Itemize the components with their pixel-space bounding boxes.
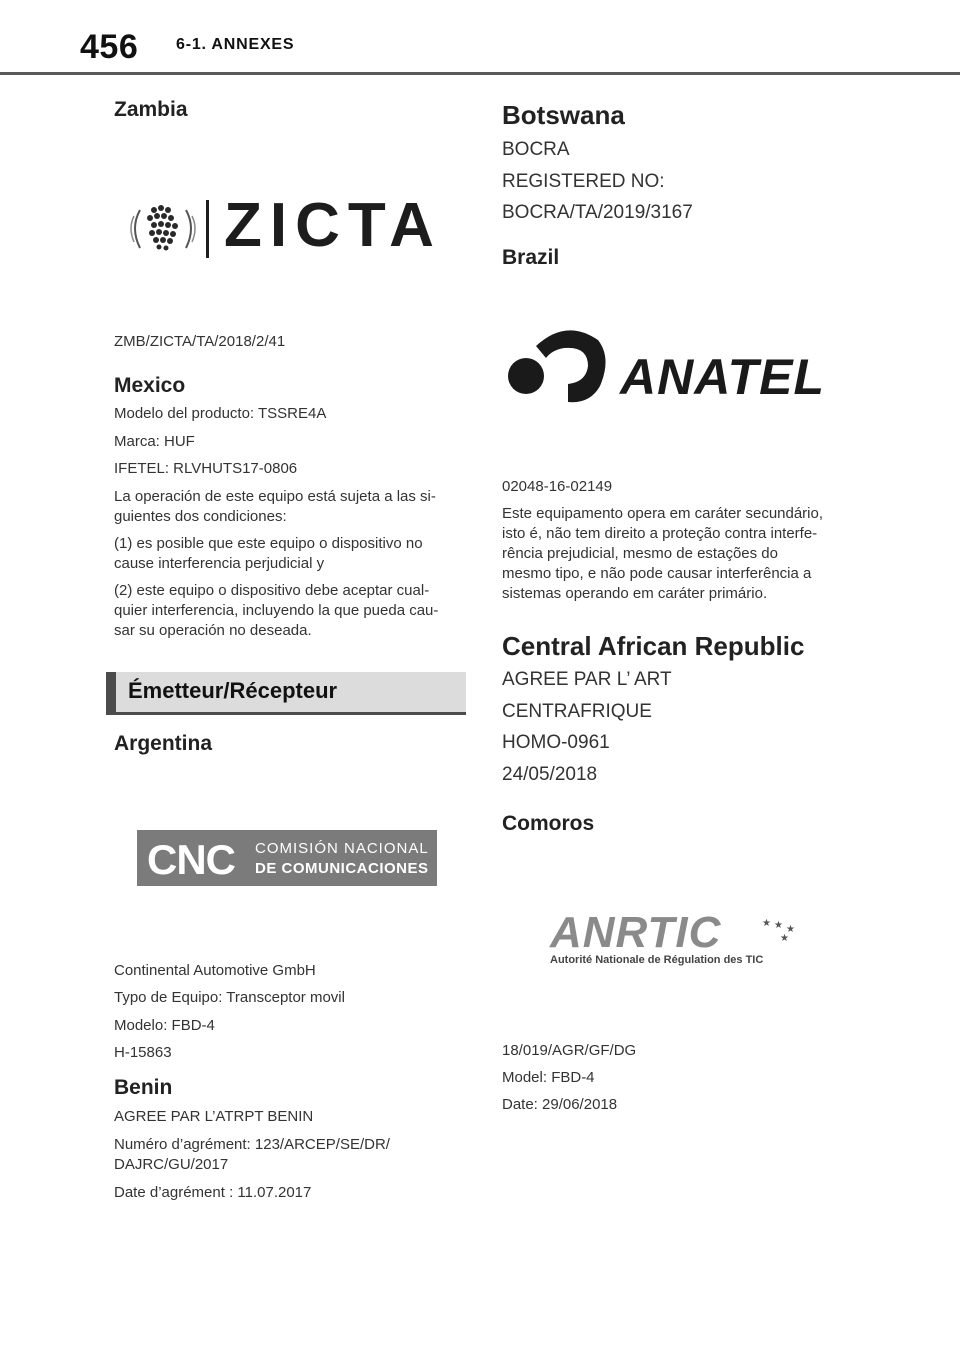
zicta-logo: ZICTA xyxy=(224,191,442,260)
header-divider xyxy=(0,72,960,75)
brazil-heading: Brazil xyxy=(502,246,560,269)
comoros-line: Date: 29/06/2018 xyxy=(502,1096,618,1113)
car-line: CENTRAFRIQUE xyxy=(502,701,652,722)
cnc-logo-line1: COMISIÓN NACIONAL xyxy=(255,840,429,857)
car-line: AGREE PAR L’ ART xyxy=(502,669,672,690)
botswana-line: BOCRA xyxy=(502,139,570,160)
mexico-para-line: guientes dos condiciones: xyxy=(114,508,287,525)
argentina-line: H-15863 xyxy=(114,1044,172,1061)
argentina-line: Continental Automotive GmbH xyxy=(114,962,316,979)
benin-line: DAJRC/GU/2017 xyxy=(114,1156,229,1173)
mexico-line: Modelo del producto: TSSRE4A xyxy=(114,405,327,422)
mexico-para-line: (1) es posible que este equipo o dispositivo no xyxy=(114,535,423,552)
benin-line: Date d’agrément : 11.07.2017 xyxy=(114,1184,312,1201)
zicta-emblem-icon xyxy=(128,196,202,262)
anatel-emblem-icon xyxy=(506,324,610,404)
emetteur-title: Émetteur/Récepteur xyxy=(128,678,338,703)
brazil-para-line: isto é, não tem direito a proteção contra interfe- xyxy=(502,525,818,542)
anrtic-logo-subtitle: Autorité Nationale de Régulation des TIC xyxy=(550,954,764,966)
mexico-para-line: cause interferencia perjudicial y xyxy=(114,555,325,572)
mexico-para-line: La operación de este equipo está sujeta a las si- xyxy=(114,488,436,505)
benin-heading: Benin xyxy=(114,1076,173,1099)
botswana-heading: Botswana xyxy=(502,100,625,130)
zicta-divider xyxy=(206,200,209,258)
brazil-para-line: mesmo tipo, e não pode causar interferência a xyxy=(502,565,812,582)
brazil-para-line: sistemas operando em caráter primário. xyxy=(502,585,768,602)
comoros-line: 18/019/AGR/GF/DG xyxy=(502,1042,637,1059)
comoros-line: Model: FBD-4 xyxy=(502,1069,595,1086)
stars-icon xyxy=(760,914,804,944)
comoros-heading: Comoros xyxy=(502,812,595,835)
botswana-line: REGISTERED NO: xyxy=(502,171,665,192)
car-heading: Central African Republic xyxy=(502,631,805,661)
svg-text:★: ★ xyxy=(780,933,789,944)
argentina-line: Typo de Equipo: Transceptor movil xyxy=(114,989,345,1006)
zambia-code: ZMB/ZICTA/TA/2018/2/41 xyxy=(114,333,286,350)
anatel-logo: ANATEL xyxy=(620,349,826,405)
mexico-para-line: sar su operación no deseada. xyxy=(114,622,312,639)
benin-line: Numéro d’agrément: 123/ARCEP/SE/DR/ xyxy=(114,1136,390,1153)
car-line: 24/05/2018 xyxy=(502,764,598,785)
botswana-line: BOCRA/TA/2019/3167 xyxy=(502,202,693,223)
brazil-para-line: Este equipamento opera em caráter secundário, xyxy=(502,505,824,522)
mexico-line: IFETEL: RLVHUTS17-0806 xyxy=(114,460,298,477)
section-title: 6-1. ANNEXES xyxy=(176,36,295,53)
emetteur-banner xyxy=(106,672,466,715)
page-number: 456 xyxy=(80,28,139,66)
cnc-logo-mark: CNC xyxy=(147,836,235,883)
brazil-para-line: rência prejudicial, mesmo de estações do xyxy=(502,545,778,562)
car-line: HOMO-0961 xyxy=(502,732,610,753)
emetteur-accent-bar xyxy=(106,672,116,715)
svg-text:★: ★ xyxy=(786,924,795,935)
cnc-logo xyxy=(137,830,437,886)
mexico-para-line: (2) este equipo o dispositivo debe aceptar cual- xyxy=(114,582,430,599)
mexico-line: Marca: HUF xyxy=(114,433,195,450)
brazil-code: 02048-16-02149 xyxy=(502,478,613,495)
mexico-heading: Mexico xyxy=(114,374,186,397)
page-header xyxy=(0,0,960,78)
mexico-para-line: quier interferencia, incluyendo la que pueda cau- xyxy=(114,602,439,619)
svg-text:★: ★ xyxy=(762,918,771,929)
benin-line: AGREE PAR L’ATRPT BENIN xyxy=(114,1108,314,1125)
svg-text:★: ★ xyxy=(774,920,783,931)
zambia-heading: Zambia xyxy=(114,98,188,121)
argentina-heading: Argentina xyxy=(114,732,213,755)
anrtic-logo: ANRTIC xyxy=(550,908,722,957)
cnc-logo-line2: DE COMUNICACIONES xyxy=(255,860,429,877)
argentina-line: Modelo: FBD-4 xyxy=(114,1017,215,1034)
